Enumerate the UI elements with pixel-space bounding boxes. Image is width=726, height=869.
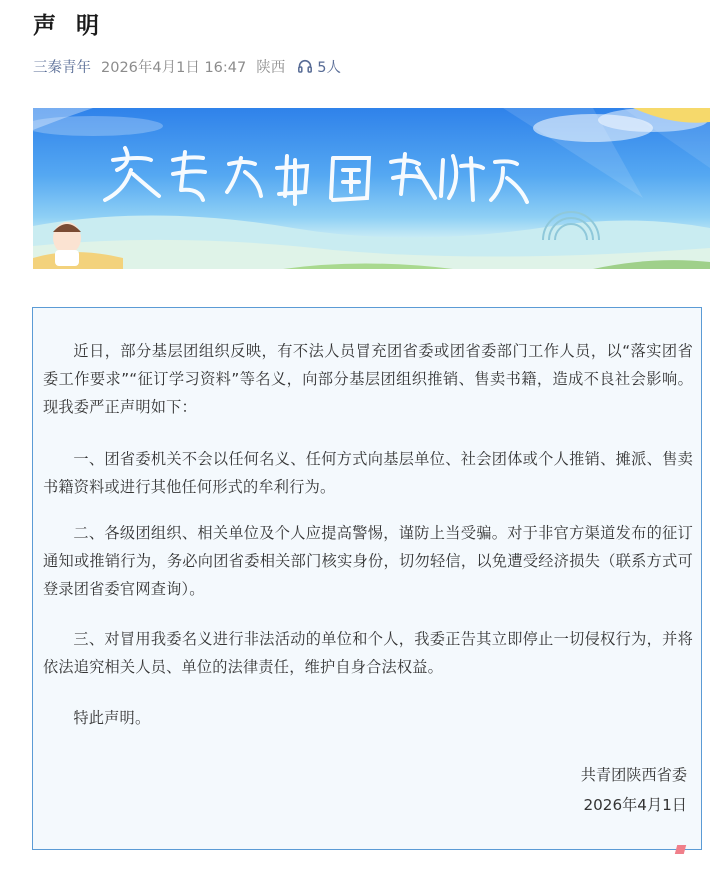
statement-paragraph-2: 二、各级团组织、相关单位及个人应提高警惕，谨防上当受骗。对于非官方渠道发布的征订通知或推销行为，务必向团省委相关部门核实身份，切勿轻信，以免遭受经济损失（联系方式可登录团省委官网查询）。	[43, 524, 693, 598]
statement-paragraph-1: 一、团省委机关不会以任何名义、任何方式向基层单位、社会团体或个人推销、摊派、售卖书籍资料或进行其他任何形式的牟利行为。	[43, 450, 693, 496]
article-title: 声 明	[33, 13, 106, 39]
article-meta	[33, 54, 341, 78]
listen-count: 5人	[317, 59, 341, 76]
statement-paragraph-3: 三、对冒用我委名义进行非法活动的单位和个人，我委正告其立即停止一切侵权行为，并将依法追究相关人员、单位的法律责任，维护自身合法权益。	[43, 630, 693, 676]
banner-image	[33, 108, 710, 269]
listen-button[interactable]	[297, 56, 341, 77]
banner-illustration	[33, 108, 710, 269]
headphones-icon	[297, 58, 313, 74]
author-link[interactable]: 三秦青年	[33, 59, 91, 76]
statement-paragraph-closing: 特此声明。	[73, 709, 151, 727]
statement-paragraph-intro: 近日，部分基层团组织反映，有不法人员冒充团省委或团省委部门工作人员，以“落实团省委工作要求”“征订学习资料”等名义，向部分基层团组织推销、售卖书籍，造成不良社会影响。现我委严正声明如下：	[43, 342, 693, 416]
publish-region: 陕西	[256, 59, 286, 76]
signature-organization: 共青团陕西省委	[580, 766, 687, 784]
corner-decoration	[675, 845, 686, 854]
publish-date: 2026年4月1日 16:47	[101, 59, 247, 76]
signature-date: 2026年4月1日	[583, 796, 687, 814]
statement-card	[32, 307, 702, 850]
